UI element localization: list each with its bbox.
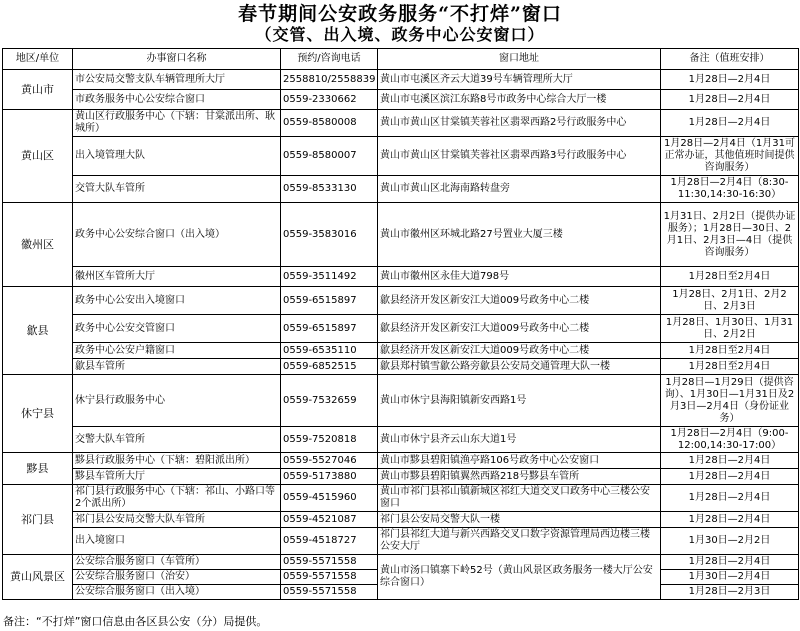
phone-cell: 0559-5173880: [281, 469, 378, 485]
phone-cell: 0559-5571558: [281, 555, 378, 570]
window-cell: 政务中心公安交管窗口: [73, 315, 281, 343]
address-cell: 黄山市休宁县海阳镇新安西路1号: [378, 375, 661, 427]
note-cell: 1月28日至2月4日: [661, 267, 799, 287]
note-cell: 1月28日—2月4日: [661, 485, 799, 512]
table-row: [3, 287, 799, 315]
table-row: [3, 267, 799, 287]
window-cell: 出入境管理大队: [73, 137, 281, 176]
table-row: [3, 512, 799, 528]
window-cell: 黟县车管所大厅: [73, 469, 281, 485]
note-cell: 1月28日、2月1日、2月2日、2月3日: [661, 287, 799, 315]
window-cell: 政务中心公安出入境窗口: [73, 287, 281, 315]
service-window-table: [2, 48, 799, 600]
window-cell: 公安综合服务窗口（出入境）: [73, 585, 281, 600]
address-cell: 黄山市黄山区甘棠镇芙蓉社区翡翠西路2号行政服务中心: [378, 110, 661, 137]
address-cell: 黄山市屯溪区滨江东路8号市政务中心综合大厅一楼: [378, 90, 661, 110]
table-row: [3, 469, 799, 485]
header-region: 地区/单位: [3, 49, 73, 70]
table-row: [3, 485, 799, 512]
phone-cell: 0559-3511492: [281, 267, 378, 287]
table-row: [3, 528, 799, 555]
region-cell: 黄山市: [3, 70, 73, 110]
window-cell: 休宁县行政服务中心: [73, 375, 281, 427]
phone-cell: 2558810/2558839: [281, 70, 378, 90]
window-cell: 祁门县行政服务中心（下辖：祁山、小路口等2个派出所）: [73, 485, 281, 512]
header-phone: 预约/咨询电话: [281, 49, 378, 70]
note-cell: 1月28日—2月4日: [661, 110, 799, 137]
address-cell: 歙县经济开发区新安江大道009号政务中心二楼: [378, 343, 661, 359]
note-cell: 1月28日—2月4日: [661, 90, 799, 110]
address-cell: 黄山市黟县碧阳镇渔亭路106号政务中心公安窗口: [378, 453, 661, 469]
footnote: 备注：“不打烊”窗口信息由各区县公安（分）局提供。: [3, 615, 268, 628]
address-cell: 黄山市祁门县祁山镇新城区祁红大道交叉口政务中心三楼公安窗口: [378, 485, 661, 512]
region-cell: 黄山区: [3, 110, 73, 203]
table-row: [3, 203, 799, 267]
window-cell: 公安综合服务窗口（车管所）: [73, 555, 281, 570]
address-cell: 黄山市屯溪区齐云大道39号车辆管理所大厅: [378, 70, 661, 90]
address-cell: 黄山市休宁县齐云山东大道1号: [378, 427, 661, 453]
address-cell: 歙县经济开发区新安江大道009号政务中心二楼: [378, 287, 661, 315]
address-cell: 歙县郑村镇雪歙公路旁歙县公安局交通管理大队一楼: [378, 359, 661, 375]
window-cell: 黟县行政服务中心（下辖：碧阳派出所）: [73, 453, 281, 469]
phone-cell: 0559-6852515: [281, 359, 378, 375]
address-cell: 黄山市黟县碧阳镇翼然西路218号黟县车管所: [378, 469, 661, 485]
page-subtitle: （交管、出入境、政务中心公安窗口）: [255, 25, 545, 44]
phone-cell: 0559-3583016: [281, 203, 378, 267]
window-cell: 市公安局交警支队车辆管理所大厅: [73, 70, 281, 90]
window-cell: 出入境窗口: [73, 528, 281, 555]
phone-cell: 0559-8580007: [281, 137, 378, 176]
note-cell: 1月28日—2月4日: [661, 469, 799, 485]
address-cell: 黄山市黄山区北海南路转盘旁: [378, 176, 661, 203]
table-row: [3, 343, 799, 359]
phone-cell: 0559-5527046: [281, 453, 378, 469]
note-cell: 1月28日—2月4日: [661, 555, 799, 570]
phone-cell: 0559-4518727: [281, 528, 378, 555]
table-row: [3, 137, 799, 176]
note-cell: 1月28日—2月4日: [661, 70, 799, 90]
window-cell: 交警大队车管所: [73, 427, 281, 453]
window-cell: 公安综合服务窗口（治安）: [73, 570, 281, 585]
address-cell: 歙县经济开发区新安江大道009号政务中心二楼: [378, 315, 661, 343]
window-cell: 祁门县公安局交警大队车管所: [73, 512, 281, 528]
table-row: [3, 90, 799, 110]
table-row: [3, 315, 799, 343]
region-cell: 黟县: [3, 453, 73, 485]
window-cell: 交管大队车管所: [73, 176, 281, 203]
region-cell: 祁门县: [3, 485, 73, 555]
table-header-row: [3, 49, 799, 70]
window-cell: 歙县车管所: [73, 359, 281, 375]
phone-cell: 0559-4515960: [281, 485, 378, 512]
phone-cell: 0559-6515897: [281, 315, 378, 343]
address-cell: 黄山市汤口镇寨下岭52号（黄山风景区政务服务一楼大厅公安综合窗口）: [378, 555, 661, 600]
table-row: [3, 453, 799, 469]
phone-cell: 0559-5571558: [281, 570, 378, 585]
header-note: 备注（值班安排）: [661, 49, 799, 70]
note-cell: 1月28日—2月4日（9:00-12:00,14:30-17:00）: [661, 427, 799, 453]
phone-cell: 0559-7532659: [281, 375, 378, 427]
header-window: 办事窗口名称: [73, 49, 281, 70]
address-cell: 黄山市徽州区永佳大道798号: [378, 267, 661, 287]
page-title: 春节期间公安政务服务“不打烊”窗口: [238, 3, 562, 25]
table-row: [3, 427, 799, 453]
note-cell: 1月28日至2月4日: [661, 359, 799, 375]
region-cell: 歙县: [3, 287, 73, 375]
phone-cell: 0559-8533130: [281, 176, 378, 203]
note-cell: 1月30日—2月4日: [661, 570, 799, 585]
note-cell: 1月31日、2月2日（提供办证服务）；1月28日—30日、2月1日、2月3日—4日（提供咨询服务）: [661, 203, 799, 267]
phone-cell: 0559-6535110: [281, 343, 378, 359]
note-cell: 1月28日—2月3日: [661, 585, 799, 600]
address-cell: 祁门县公安局交警大队一楼: [378, 512, 661, 528]
table-row: [3, 110, 799, 137]
region-cell: 黄山风景区: [3, 555, 73, 600]
phone-cell: 0559-4521087: [281, 512, 378, 528]
address-cell: 黄山市徽州区环城北路27号置业大厦三楼: [378, 203, 661, 267]
table-row: [3, 359, 799, 375]
note-cell: 1月28日—2月4日: [661, 453, 799, 469]
region-cell: 徽州区: [3, 203, 73, 287]
window-cell: 政务中心公安户籍窗口: [73, 343, 281, 359]
table-row: [3, 70, 799, 90]
region-cell: 休宁县: [3, 375, 73, 453]
note-cell: 1月28日—2月4日（8:30-11:30,14:30-16:30）: [661, 176, 799, 203]
phone-cell: 0559-6515897: [281, 287, 378, 315]
table-row: [3, 555, 799, 570]
window-cell: 市政务服务中心公安综合窗口: [73, 90, 281, 110]
table-row: [3, 176, 799, 203]
phone-cell: 0559-8580008: [281, 110, 378, 137]
window-cell: 黄山区行政服务中心（下辖：甘棠派出所、耿城所）: [73, 110, 281, 137]
window-cell: 政务中心公安综合窗口（出入境）: [73, 203, 281, 267]
note-cell: 1月28日至2月4日: [661, 343, 799, 359]
window-cell: 徽州区车管所大厅: [73, 267, 281, 287]
phone-cell: 0559-2330662: [281, 90, 378, 110]
address-cell: 黄山市黄山区甘棠镇芙蓉社区翡翠西路3号行政服务中心: [378, 137, 661, 176]
phone-cell: 0559-7520818: [281, 427, 378, 453]
note-cell: 1月30日—2月2日: [661, 528, 799, 555]
note-cell: 1月28日—2月4日: [661, 512, 799, 528]
note-cell: 1月28日、1月30日、1月31日、2月2日: [661, 315, 799, 343]
note-cell: 1月28日—2月4日（1月31可正常办证，其他值班时间提供咨询服务）: [661, 137, 799, 176]
address-cell: 祁门县祁红大道与新兴西路交叉口数字资源管理局西边楼三楼公安大厅: [378, 528, 661, 555]
table-row: [3, 375, 799, 427]
header-address: 窗口地址: [378, 49, 661, 70]
phone-cell: 0559-5571558: [281, 585, 378, 600]
note-cell: 1月28日—1月29日（提供咨询）、1月30日—1月31日及2月3日—2月4日（身份证业务）: [661, 375, 799, 427]
